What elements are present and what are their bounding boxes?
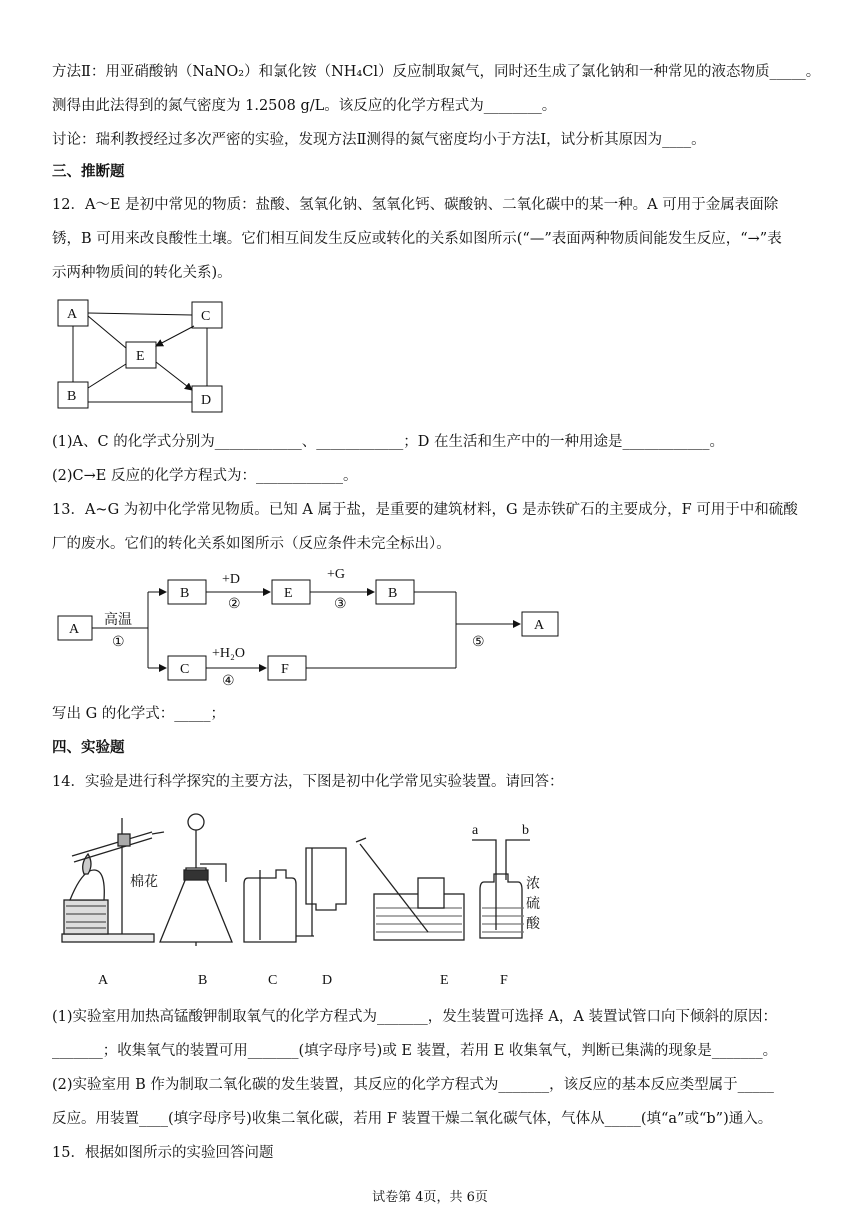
page-footer: 试卷第 4页，共 6页 — [372, 1190, 488, 1205]
diagram-q12 — [52, 296, 232, 418]
step-4: ④ — [222, 674, 235, 689]
question-12-line-3: 示两种物质间的转化关系)。 — [52, 265, 232, 281]
question-14-part-2a: (2)实验室用 B 作为制取二氧化碳的发生装置，其反应的化学方程式为_______，该反应的基本反应类型属于_____ — [52, 1077, 774, 1093]
apparatus-D — [296, 848, 346, 936]
question-12-line-1: 12．A～E 是初中常见的物质：盐酸、氢氧化钠、氢氧化钙、碳酸钠、二氧化碳中的某一种。A 可用于金属表面除 — [52, 197, 779, 213]
label-b: b — [522, 823, 529, 838]
question-14-part-1a: (1)实验室用加热高锰酸钾制取氧气的化学方程式为_______，发生装置可选择 A，A 装置试管口向下倾斜的原因： — [52, 1009, 777, 1025]
label-apparatus-D: D — [322, 973, 333, 988]
apparatus-E — [356, 838, 464, 940]
n13-label-B2: B — [388, 586, 398, 601]
label-A: A — [67, 307, 78, 322]
label-acid-2: 硫 — [526, 897, 540, 912]
label-E: E — [136, 349, 145, 364]
section-heading-experiment: 四、实验题 — [52, 739, 125, 756]
n13-label-C: C — [180, 662, 190, 677]
question-14-part-1b: _______；收集氧气的装置可用_______(填字母序号)或 E 装置，若用 E 收集氧气，判断已集满的现象是_______。 — [52, 1043, 778, 1059]
n13-label-B: B — [180, 586, 190, 601]
label-cotton: 棉花 — [130, 875, 158, 890]
label-a: a — [472, 823, 479, 838]
cond-plus-G: +G — [327, 567, 346, 582]
question-14-part-2b: 反应。用装置____(填字母序号)收集二氧化碳，若用 F 装置干燥二氧化碳气体，气体从_____(填“a”或“b”)通入。 — [52, 1111, 773, 1127]
apparatus-C — [244, 870, 296, 942]
label-apparatus-A: A — [98, 973, 109, 988]
label-acid-3: 酸 — [526, 917, 540, 932]
step-3: ③ — [334, 597, 347, 612]
label-apparatus-C: C — [268, 973, 278, 988]
n13-label-A: A — [69, 622, 80, 637]
label-apparatus-B: B — [198, 973, 208, 988]
n13-label-F: F — [281, 662, 289, 677]
question-13-line-2: 厂的废水。它们的转化关系如图所示（反应条件未完全标出）。 — [52, 536, 451, 552]
text-line-2: 测得由此法得到的氮气密度为 1.2508 g/L。该反应的化学方程式为________。 — [52, 98, 557, 114]
n13-label-A-end: A — [534, 618, 545, 633]
question-12-line-2: 锈，B 可用来改良酸性土壤。它们相互间发生反应或转化的关系如图所示(“—”表面两种物质间能发生反应，“→”表 — [52, 231, 782, 247]
label-apparatus-F: F — [500, 973, 508, 988]
apparatus-B — [160, 814, 232, 946]
cond-high-temp: 高温 — [104, 613, 132, 628]
label-apparatus-E: E — [440, 973, 449, 988]
n13-label-E: E — [284, 586, 293, 601]
question-13-prompt: 写出 G 的化学式：_____； — [52, 706, 226, 722]
apparatus-F — [472, 840, 530, 938]
question-12-part-2: (2)C→E 反应的化学方程式为：____________。 — [52, 468, 358, 484]
diagram-q13 — [52, 562, 572, 692]
question-13-line-1: 13．A~G 为初中化学常见物质。已知 A 属于盐，是重要的建筑材料，G 是赤铁矿石的主要成分，F 可用于中和硫酸 — [52, 502, 798, 518]
step-2: ② — [228, 597, 241, 612]
question-15: 15．根据如图所示的实验回答问题 — [52, 1145, 274, 1161]
question-12-part-1: (1)A、C 的化学式分别为____________、____________；D 在生活和生产中的一种用途是____________。 — [52, 434, 724, 450]
label-C: C — [201, 309, 211, 324]
section-heading-inference: 三、推断题 — [52, 163, 125, 180]
label-B: B — [67, 389, 77, 404]
step-1: ① — [112, 635, 125, 650]
label-acid-1: 浓 — [526, 877, 540, 892]
text-line-1: 方法Ⅱ：用亚硝酸钠（NaNO₂）和氯化铵（NH₄Cl）反应制取氮气，同时还生成了氯化钠和一种常见的液态物质_____。 — [52, 64, 821, 80]
question-14-intro: 14．实验是进行科学探究的主要方法，下图是初中化学常见实验装置。请回答： — [52, 774, 564, 790]
label-D: D — [201, 393, 212, 408]
step-5: ⑤ — [472, 635, 485, 650]
cond-plus-D: +D — [222, 572, 241, 587]
apparatus-figure — [52, 808, 572, 992]
text-line-3: 讨论：瑞利教授经过多次严密的实验，发现方法Ⅱ测得的氮气密度均小于方法Ⅰ，试分析其原因为____。 — [52, 132, 706, 148]
cond-plus-h2o: +H₂O — [212, 646, 245, 661]
